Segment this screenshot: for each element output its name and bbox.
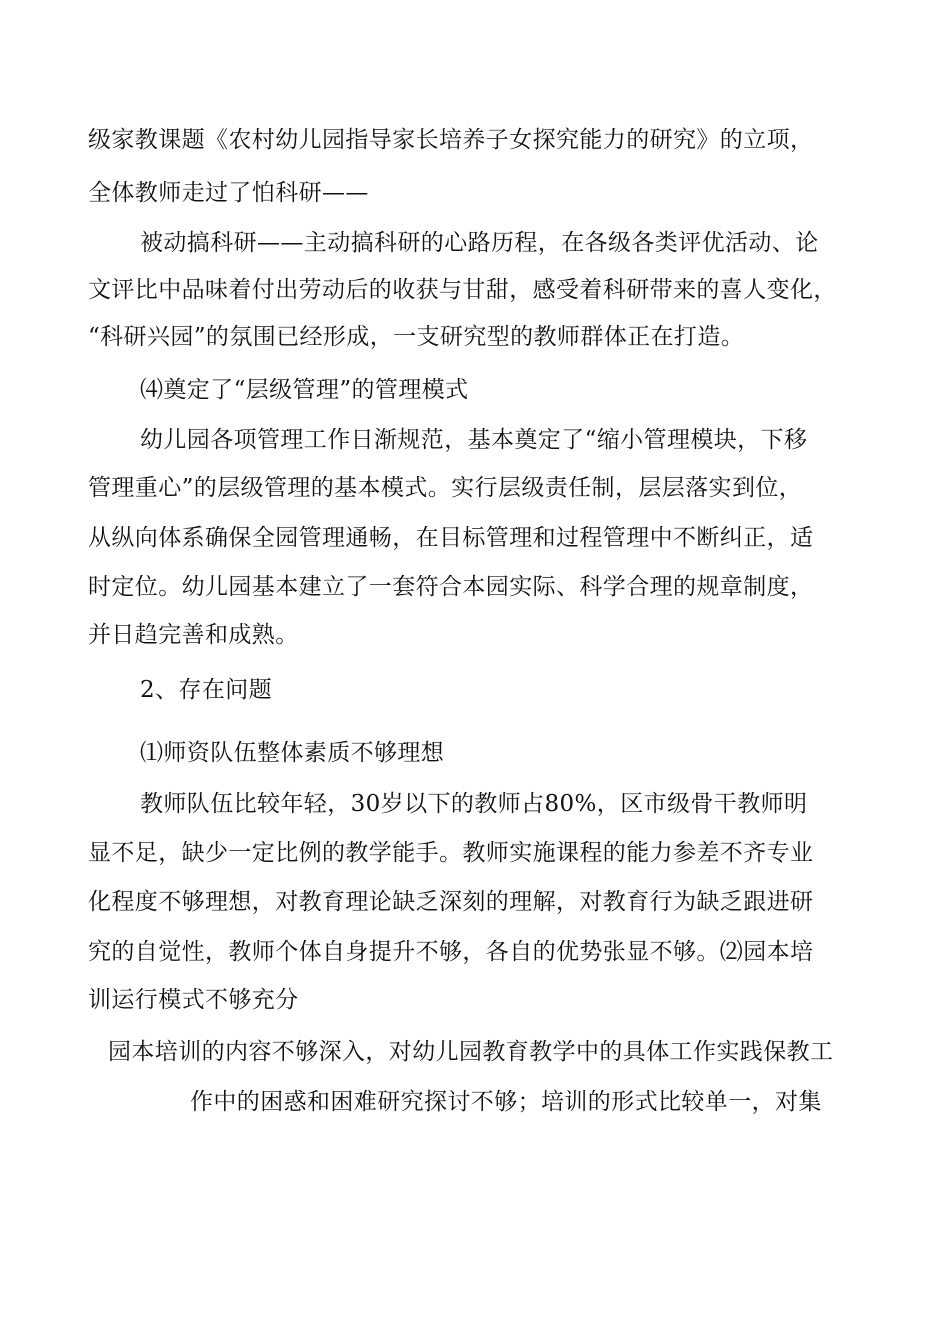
text-line-18: 训运行模式不够充分	[88, 987, 299, 1013]
text-line-5: “科研兴园”的氛围已经形成，一支研究型的教师群体正在打造。	[88, 324, 745, 350]
section-heading-4: ⑷奠定了“层级管理”的管理模式	[140, 377, 469, 403]
text-line-10: 时定位。幼儿园基本建立了一套符合本园实际、科学合理的规章制度，	[88, 574, 814, 600]
text-line-3: 被动搞科研——主动搞科研的心路历程，在各级各类评优活动、论	[140, 230, 819, 256]
text-line-9: 从纵向体系确保全园管理通畅，在目标管理和过程管理中不断纠正，适	[88, 525, 814, 551]
text-line-8: 管理重心”的层级管理的基本模式。实行层级责任制，层层落实到位，	[88, 475, 803, 501]
text-line-7: 幼儿园各项管理工作日渐规范，基本奠定了“缩小管理模块，下移	[140, 427, 808, 453]
text-line-19: 园本培训的内容不够深入，对幼儿园教育教学中的具体工作实践保教工	[108, 1039, 834, 1065]
text-line-14: 教师队伍比较年轻，30岁以下的教师占80%，区市级骨干教师明	[140, 791, 808, 817]
text-line-15: 显不足，缺少一定比例的教学能手。教师实施课程的能力参差不齐专业	[88, 840, 814, 866]
text-line-17: 究的自觉性，教师个体自身提升不够，各自的优势张显不够。⑵园本培	[88, 939, 814, 965]
text-line-11: 并日趋完善和成熟。	[88, 622, 299, 648]
text-line-2: 全体教师走过了怕科研——	[88, 180, 369, 206]
section-heading-2: 2、存在问题	[140, 677, 273, 703]
text-line-16: 化程度不够理想，对教育理论缺乏深刻的理解，对教育行为缺乏跟进研	[88, 889, 814, 915]
text-line-1: 级家教课题《农村幼儿园指导家长培养子女探究能力的研究》的立项，	[88, 127, 814, 153]
text-line-20: 作中的困惑和困难研究探讨不够；培训的形式比较单一，对集	[190, 1089, 822, 1115]
text-line-4: 文评比中品味着付出劳动后的收获与甘甜，感受着科研带来的喜人变化，	[88, 277, 837, 303]
subsection-heading-1: ⑴师资队伍整体素质不够理想	[140, 740, 445, 766]
